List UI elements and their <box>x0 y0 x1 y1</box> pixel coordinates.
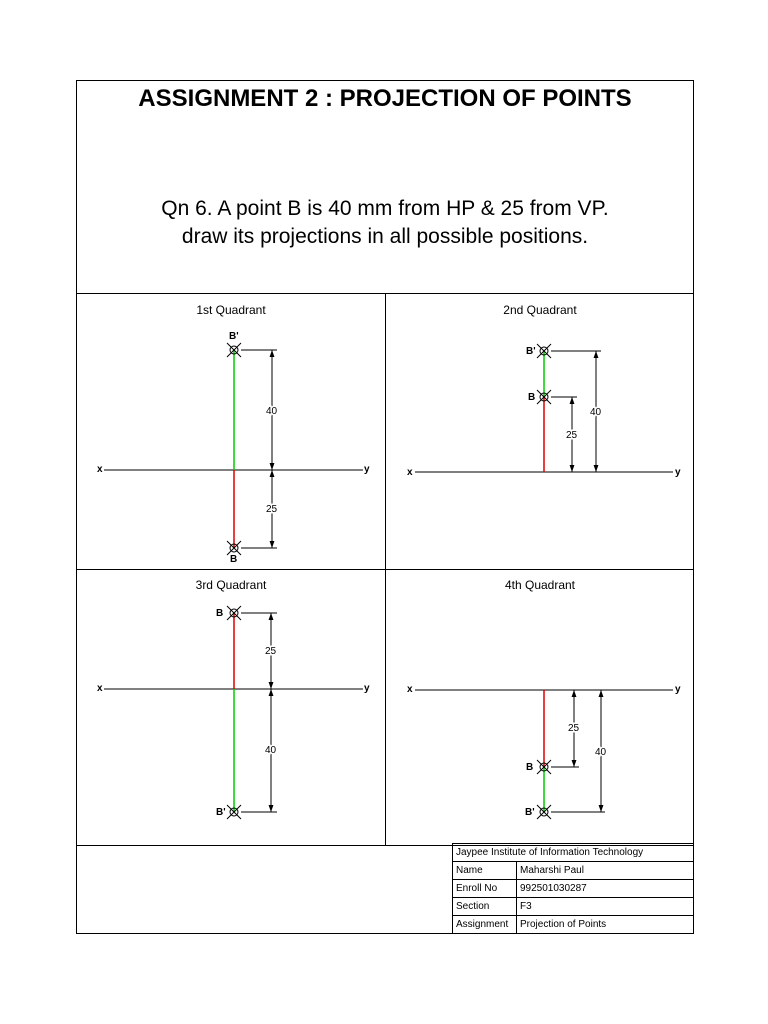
name-key: Name <box>453 862 517 880</box>
q2-dim-outer: 40 <box>590 407 602 418</box>
projection-drawings <box>77 294 693 845</box>
quadrant-2 <box>407 303 681 478</box>
title-block-row <box>453 862 694 880</box>
title-block-header-row <box>453 844 694 862</box>
assignment-value: Projection of Points <box>517 916 694 934</box>
q4-dim-outer: 40 <box>595 747 607 758</box>
q3-dim-upper: 25 <box>265 646 277 657</box>
q4-label-mid: B <box>526 762 534 773</box>
section-key: Section <box>453 898 517 916</box>
q1-y-label: y <box>364 464 370 475</box>
q1-label-top: B' <box>229 331 239 342</box>
q4-dim-inner: 25 <box>568 723 580 734</box>
assignment-key: Assignment <box>453 916 517 934</box>
q2-y-label: y <box>675 467 681 478</box>
assignment-title: ASSIGNMENT 2 : PROJECTION OF POINTS <box>138 85 632 112</box>
quadrant-3-title: 3rd Quadrant <box>195 578 267 592</box>
q3-label-top: B <box>216 608 224 619</box>
q1-x-label: x <box>97 464 103 475</box>
quadrant-2-title: 2nd Quadrant <box>503 303 577 317</box>
enroll-key: Enroll No <box>453 880 517 898</box>
quadrant-3 <box>97 578 370 819</box>
quadrant-1 <box>97 303 370 565</box>
q2-dim-inner: 25 <box>566 430 578 441</box>
q1-dim-lower: 25 <box>266 504 278 515</box>
q3-x-label: x <box>97 683 103 694</box>
title-block-row <box>453 916 694 934</box>
q3-y-label: y <box>364 683 370 694</box>
question-line-1: Qn 6. A point B is 40 mm from HP & 25 from VP. <box>161 197 609 220</box>
q3-dim-lower: 40 <box>265 745 277 756</box>
drawing-sheet <box>76 80 694 934</box>
title-block-row <box>453 880 694 898</box>
name-value: Maharshi Paul <box>517 862 694 880</box>
quadrant-4 <box>407 578 681 819</box>
question-text <box>77 195 693 251</box>
quadrant-4-title: 4th Quadrant <box>504 578 576 592</box>
institute-name: Jaypee Institute of Information Technology <box>453 844 694 862</box>
title-block-row <box>453 898 694 916</box>
q1-label-bottom: B <box>230 554 238 565</box>
section-value: F3 <box>517 898 694 916</box>
q4-x-label: x <box>407 684 413 695</box>
q4-y-label: y <box>675 684 681 695</box>
enroll-value: 992501030287 <box>517 880 694 898</box>
q2-label-top: B' <box>526 346 536 357</box>
title-block <box>452 843 694 934</box>
q2-x-label: x <box>407 467 413 478</box>
quadrant-1-title: 1st Quadrant <box>196 303 266 317</box>
q1-dim-upper: 40 <box>266 406 278 417</box>
quadrant-grid <box>77 293 693 846</box>
q3-label-bottom: B' <box>216 807 226 818</box>
q4-label-bottom: B' <box>525 807 535 818</box>
q2-label-mid: B <box>528 392 536 403</box>
question-line-2: draw its projections in all possible positions. <box>181 225 589 248</box>
